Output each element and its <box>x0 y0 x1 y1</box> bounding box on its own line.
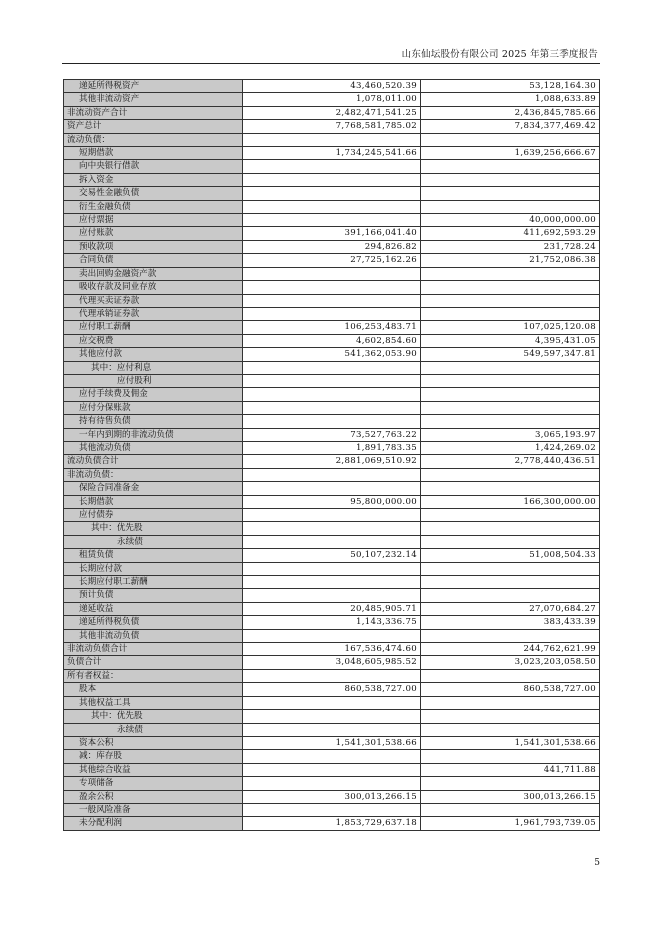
row-label: 专项储备 <box>64 777 243 790</box>
table-row <box>64 710 600 723</box>
current-period-value <box>243 307 421 320</box>
row-label: 应付债券 <box>64 509 243 522</box>
prior-period-value <box>421 267 600 280</box>
prior-period-value <box>421 415 600 428</box>
current-period-value <box>243 267 421 280</box>
prior-period-value <box>421 522 600 535</box>
current-period-value: 50,107,232.14 <box>243 549 421 562</box>
table-row <box>64 307 600 320</box>
current-period-value: 167,536,474.60 <box>243 643 421 656</box>
table-row <box>64 374 600 387</box>
row-label: 其他流动负债 <box>64 441 243 454</box>
current-period-value: 27,725,162.26 <box>243 254 421 267</box>
current-period-value: 1,853,729,637.18 <box>243 817 421 830</box>
prior-period-value <box>421 388 600 401</box>
current-period-value: 860,538,727.00 <box>243 683 421 696</box>
table-row <box>64 441 600 454</box>
row-label: 资本公积 <box>64 736 243 749</box>
balance-sheet-body <box>64 80 600 831</box>
table-row <box>64 817 600 830</box>
prior-period-value: 166,300,000.00 <box>421 495 600 508</box>
table-row <box>64 683 600 696</box>
row-label: 非流动负债： <box>64 468 243 481</box>
current-period-value: 1,734,245,541.66 <box>243 147 421 160</box>
current-period-value <box>243 696 421 709</box>
row-label: 减：库存股 <box>64 750 243 763</box>
row-label: 拆入资金 <box>64 173 243 186</box>
prior-period-value <box>421 482 600 495</box>
table-row <box>64 227 600 240</box>
table-row <box>64 401 600 414</box>
prior-period-value <box>421 173 600 186</box>
prior-period-value <box>421 361 600 374</box>
table-row <box>64 321 600 334</box>
prior-period-value: 53,128,164.30 <box>421 80 600 93</box>
row-label: 衍生金融负债 <box>64 200 243 213</box>
current-period-value <box>243 160 421 173</box>
header-divider <box>62 63 600 64</box>
current-period-value: 7,768,581,785.02 <box>243 120 421 133</box>
table-row <box>64 294 600 307</box>
current-period-value: 1,541,301,538.66 <box>243 736 421 749</box>
row-label: 交易性金融负债 <box>64 187 243 200</box>
table-row <box>64 281 600 294</box>
row-label: 短期借款 <box>64 147 243 160</box>
table-row <box>64 240 600 253</box>
current-period-value: 1,143,336.75 <box>243 616 421 629</box>
table-row <box>64 522 600 535</box>
current-period-value <box>243 535 421 548</box>
current-period-value <box>243 388 421 401</box>
row-label: 其他非流动负债 <box>64 629 243 642</box>
prior-period-value <box>421 589 600 602</box>
current-period-value: 2,881,069,510.92 <box>243 455 421 468</box>
table-row <box>64 656 600 669</box>
current-period-value <box>243 214 421 227</box>
table-row <box>64 80 600 93</box>
row-label: 未分配利润 <box>64 817 243 830</box>
current-period-value <box>243 361 421 374</box>
table-row <box>64 147 600 160</box>
row-label: 流动负债合计 <box>64 455 243 468</box>
current-period-value <box>243 482 421 495</box>
current-period-value: 4,602,854.60 <box>243 334 421 347</box>
prior-period-value: 411,692,593.29 <box>421 227 600 240</box>
current-period-value <box>243 415 421 428</box>
table-row <box>64 200 600 213</box>
row-label: 永续债 <box>64 535 243 548</box>
prior-period-value: 1,961,793,739.05 <box>421 817 600 830</box>
table-row <box>64 736 600 749</box>
balance-sheet-table <box>63 79 600 831</box>
table-row <box>64 120 600 133</box>
prior-period-value <box>421 187 600 200</box>
row-label: 其中：应付利息 <box>64 361 243 374</box>
current-period-value: 2,482,471,541.25 <box>243 106 421 119</box>
table-row <box>64 254 600 267</box>
table-row <box>64 602 600 615</box>
row-label: 长期应付职工薪酬 <box>64 576 243 589</box>
row-label: 代理买卖证券款 <box>64 294 243 307</box>
row-label: 应付手续费及佣金 <box>64 388 243 401</box>
row-label: 应付账款 <box>64 227 243 240</box>
prior-period-value: 383,433.39 <box>421 616 600 629</box>
current-period-value: 294,826.82 <box>243 240 421 253</box>
row-label: 负债合计 <box>64 656 243 669</box>
row-label: 合同负债 <box>64 254 243 267</box>
table-row <box>64 133 600 146</box>
prior-period-value: 4,395,431.05 <box>421 334 600 347</box>
row-label: 其中：优先股 <box>64 522 243 535</box>
prior-period-value <box>421 723 600 736</box>
prior-period-value: 3,023,203,058.50 <box>421 656 600 669</box>
current-period-value <box>243 576 421 589</box>
prior-period-value: 549,597,347.81 <box>421 348 600 361</box>
table-row <box>64 388 600 401</box>
table-row <box>64 267 600 280</box>
current-period-value <box>243 710 421 723</box>
table-row <box>64 589 600 602</box>
table-row <box>64 549 600 562</box>
prior-period-value: 2,778,440,436.51 <box>421 455 600 468</box>
current-period-value <box>243 294 421 307</box>
current-period-value <box>243 629 421 642</box>
table-row <box>64 669 600 682</box>
prior-period-value <box>421 629 600 642</box>
current-period-value <box>243 281 421 294</box>
prior-period-value <box>421 468 600 481</box>
row-label: 预计负债 <box>64 589 243 602</box>
row-label: 其他权益工具 <box>64 696 243 709</box>
prior-period-value <box>421 374 600 387</box>
prior-period-value <box>421 294 600 307</box>
table-row <box>64 723 600 736</box>
prior-period-value <box>421 750 600 763</box>
row-label: 股本 <box>64 683 243 696</box>
prior-period-value <box>421 562 600 575</box>
table-row <box>64 455 600 468</box>
prior-period-value: 3,065,193.97 <box>421 428 600 441</box>
current-period-value <box>243 562 421 575</box>
table-row <box>64 482 600 495</box>
prior-period-value: 244,762,621.99 <box>421 643 600 656</box>
table-row <box>64 790 600 803</box>
row-label: 预收款项 <box>64 240 243 253</box>
prior-period-value: 1,639,256,666.67 <box>421 147 600 160</box>
prior-period-value <box>421 535 600 548</box>
row-label: 吸收存款及同业存放 <box>64 281 243 294</box>
row-label: 非流动资产合计 <box>64 106 243 119</box>
table-row <box>64 535 600 548</box>
row-label: 卖出回购金融资产款 <box>64 267 243 280</box>
current-period-value <box>243 468 421 481</box>
table-row <box>64 468 600 481</box>
prior-period-value <box>421 669 600 682</box>
table-row <box>64 643 600 656</box>
current-period-value <box>243 763 421 776</box>
current-period-value <box>243 777 421 790</box>
row-label: 其他非流动资产 <box>64 93 243 106</box>
prior-period-value: 1,088,633.89 <box>421 93 600 106</box>
table-row <box>64 160 600 173</box>
page-number: 5 <box>594 858 600 868</box>
row-label: 应付分保账款 <box>64 401 243 414</box>
current-period-value: 300,013,266.15 <box>243 790 421 803</box>
table-row <box>64 750 600 763</box>
current-period-value <box>243 401 421 414</box>
table-row <box>64 509 600 522</box>
prior-period-value: 7,834,377,469.42 <box>421 120 600 133</box>
current-period-value: 73,527,763.22 <box>243 428 421 441</box>
table-row <box>64 334 600 347</box>
row-label: 向中央银行借款 <box>64 160 243 173</box>
row-label: 租赁负债 <box>64 549 243 562</box>
table-row <box>64 629 600 642</box>
current-period-value: 106,253,483.71 <box>243 321 421 334</box>
document-header: 山东仙坛股份有限公司 2025 年第三季度报告 <box>401 49 598 60</box>
prior-period-value: 51,008,504.33 <box>421 549 600 562</box>
row-label: 应付票据 <box>64 214 243 227</box>
prior-period-value <box>421 160 600 173</box>
current-period-value <box>243 374 421 387</box>
table-row <box>64 763 600 776</box>
row-label: 递延收益 <box>64 602 243 615</box>
prior-period-value: 27,070,684.27 <box>421 602 600 615</box>
table-row <box>64 173 600 186</box>
row-label: 长期借款 <box>64 495 243 508</box>
row-label: 长期应付款 <box>64 562 243 575</box>
row-label: 其中：优先股 <box>64 710 243 723</box>
row-label: 资产总计 <box>64 120 243 133</box>
table-row <box>64 415 600 428</box>
current-period-value <box>243 509 421 522</box>
current-period-value <box>243 723 421 736</box>
row-label: 一年内到期的非流动负债 <box>64 428 243 441</box>
table-row <box>64 576 600 589</box>
prior-period-value <box>421 576 600 589</box>
prior-period-value <box>421 401 600 414</box>
current-period-value: 20,485,905.71 <box>243 602 421 615</box>
table-row <box>64 803 600 816</box>
prior-period-value <box>421 777 600 790</box>
row-label: 一般风险准备 <box>64 803 243 816</box>
prior-period-value <box>421 696 600 709</box>
row-label: 递延所得税负债 <box>64 616 243 629</box>
table-row <box>64 696 600 709</box>
prior-period-value <box>421 133 600 146</box>
table-row <box>64 93 600 106</box>
current-period-value: 3,048,605,985.52 <box>243 656 421 669</box>
table-row <box>64 187 600 200</box>
current-period-value <box>243 173 421 186</box>
current-period-value <box>243 522 421 535</box>
prior-period-value: 1,424,269.02 <box>421 441 600 454</box>
prior-period-value: 441,711.88 <box>421 763 600 776</box>
current-period-value <box>243 200 421 213</box>
prior-period-value: 40,000,000.00 <box>421 214 600 227</box>
prior-period-value: 860,538,727.00 <box>421 683 600 696</box>
prior-period-value <box>421 281 600 294</box>
current-period-value: 1,891,783.35 <box>243 441 421 454</box>
row-label: 非流动负债合计 <box>64 643 243 656</box>
row-label: 持有待售负债 <box>64 415 243 428</box>
row-label: 应交税费 <box>64 334 243 347</box>
table-row <box>64 361 600 374</box>
current-period-value <box>243 803 421 816</box>
prior-period-value <box>421 509 600 522</box>
prior-period-value <box>421 803 600 816</box>
current-period-value <box>243 589 421 602</box>
table-row <box>64 106 600 119</box>
row-label: 保险合同准备金 <box>64 482 243 495</box>
current-period-value: 43,460,520.39 <box>243 80 421 93</box>
row-label: 流动负债： <box>64 133 243 146</box>
row-label: 其他应付款 <box>64 348 243 361</box>
table-row <box>64 214 600 227</box>
current-period-value: 541,362,053.90 <box>243 348 421 361</box>
current-period-value: 95,800,000.00 <box>243 495 421 508</box>
prior-period-value: 21,752,086.38 <box>421 254 600 267</box>
prior-period-value: 231,728.24 <box>421 240 600 253</box>
row-label: 其他综合收益 <box>64 763 243 776</box>
table-row <box>64 562 600 575</box>
prior-period-value: 300,013,266.15 <box>421 790 600 803</box>
prior-period-value <box>421 200 600 213</box>
prior-period-value <box>421 307 600 320</box>
current-period-value <box>243 133 421 146</box>
current-period-value <box>243 187 421 200</box>
current-period-value <box>243 669 421 682</box>
row-label: 所有者权益： <box>64 669 243 682</box>
row-label: 应付股利 <box>64 374 243 387</box>
row-label: 递延所得税资产 <box>64 80 243 93</box>
table-row <box>64 616 600 629</box>
prior-period-value: 1,541,301,538.66 <box>421 736 600 749</box>
table-row <box>64 777 600 790</box>
prior-period-value: 2,436,845,785.66 <box>421 106 600 119</box>
table-row <box>64 348 600 361</box>
row-label: 永续债 <box>64 723 243 736</box>
current-period-value: 391,166,041.40 <box>243 227 421 240</box>
prior-period-value <box>421 710 600 723</box>
current-period-value: 1,078,011.00 <box>243 93 421 106</box>
row-label: 应付职工薪酬 <box>64 321 243 334</box>
table-row <box>64 495 600 508</box>
current-period-value <box>243 750 421 763</box>
row-label: 盈余公积 <box>64 790 243 803</box>
prior-period-value: 107,025,120.08 <box>421 321 600 334</box>
row-label: 代理承销证券款 <box>64 307 243 320</box>
table-row <box>64 428 600 441</box>
